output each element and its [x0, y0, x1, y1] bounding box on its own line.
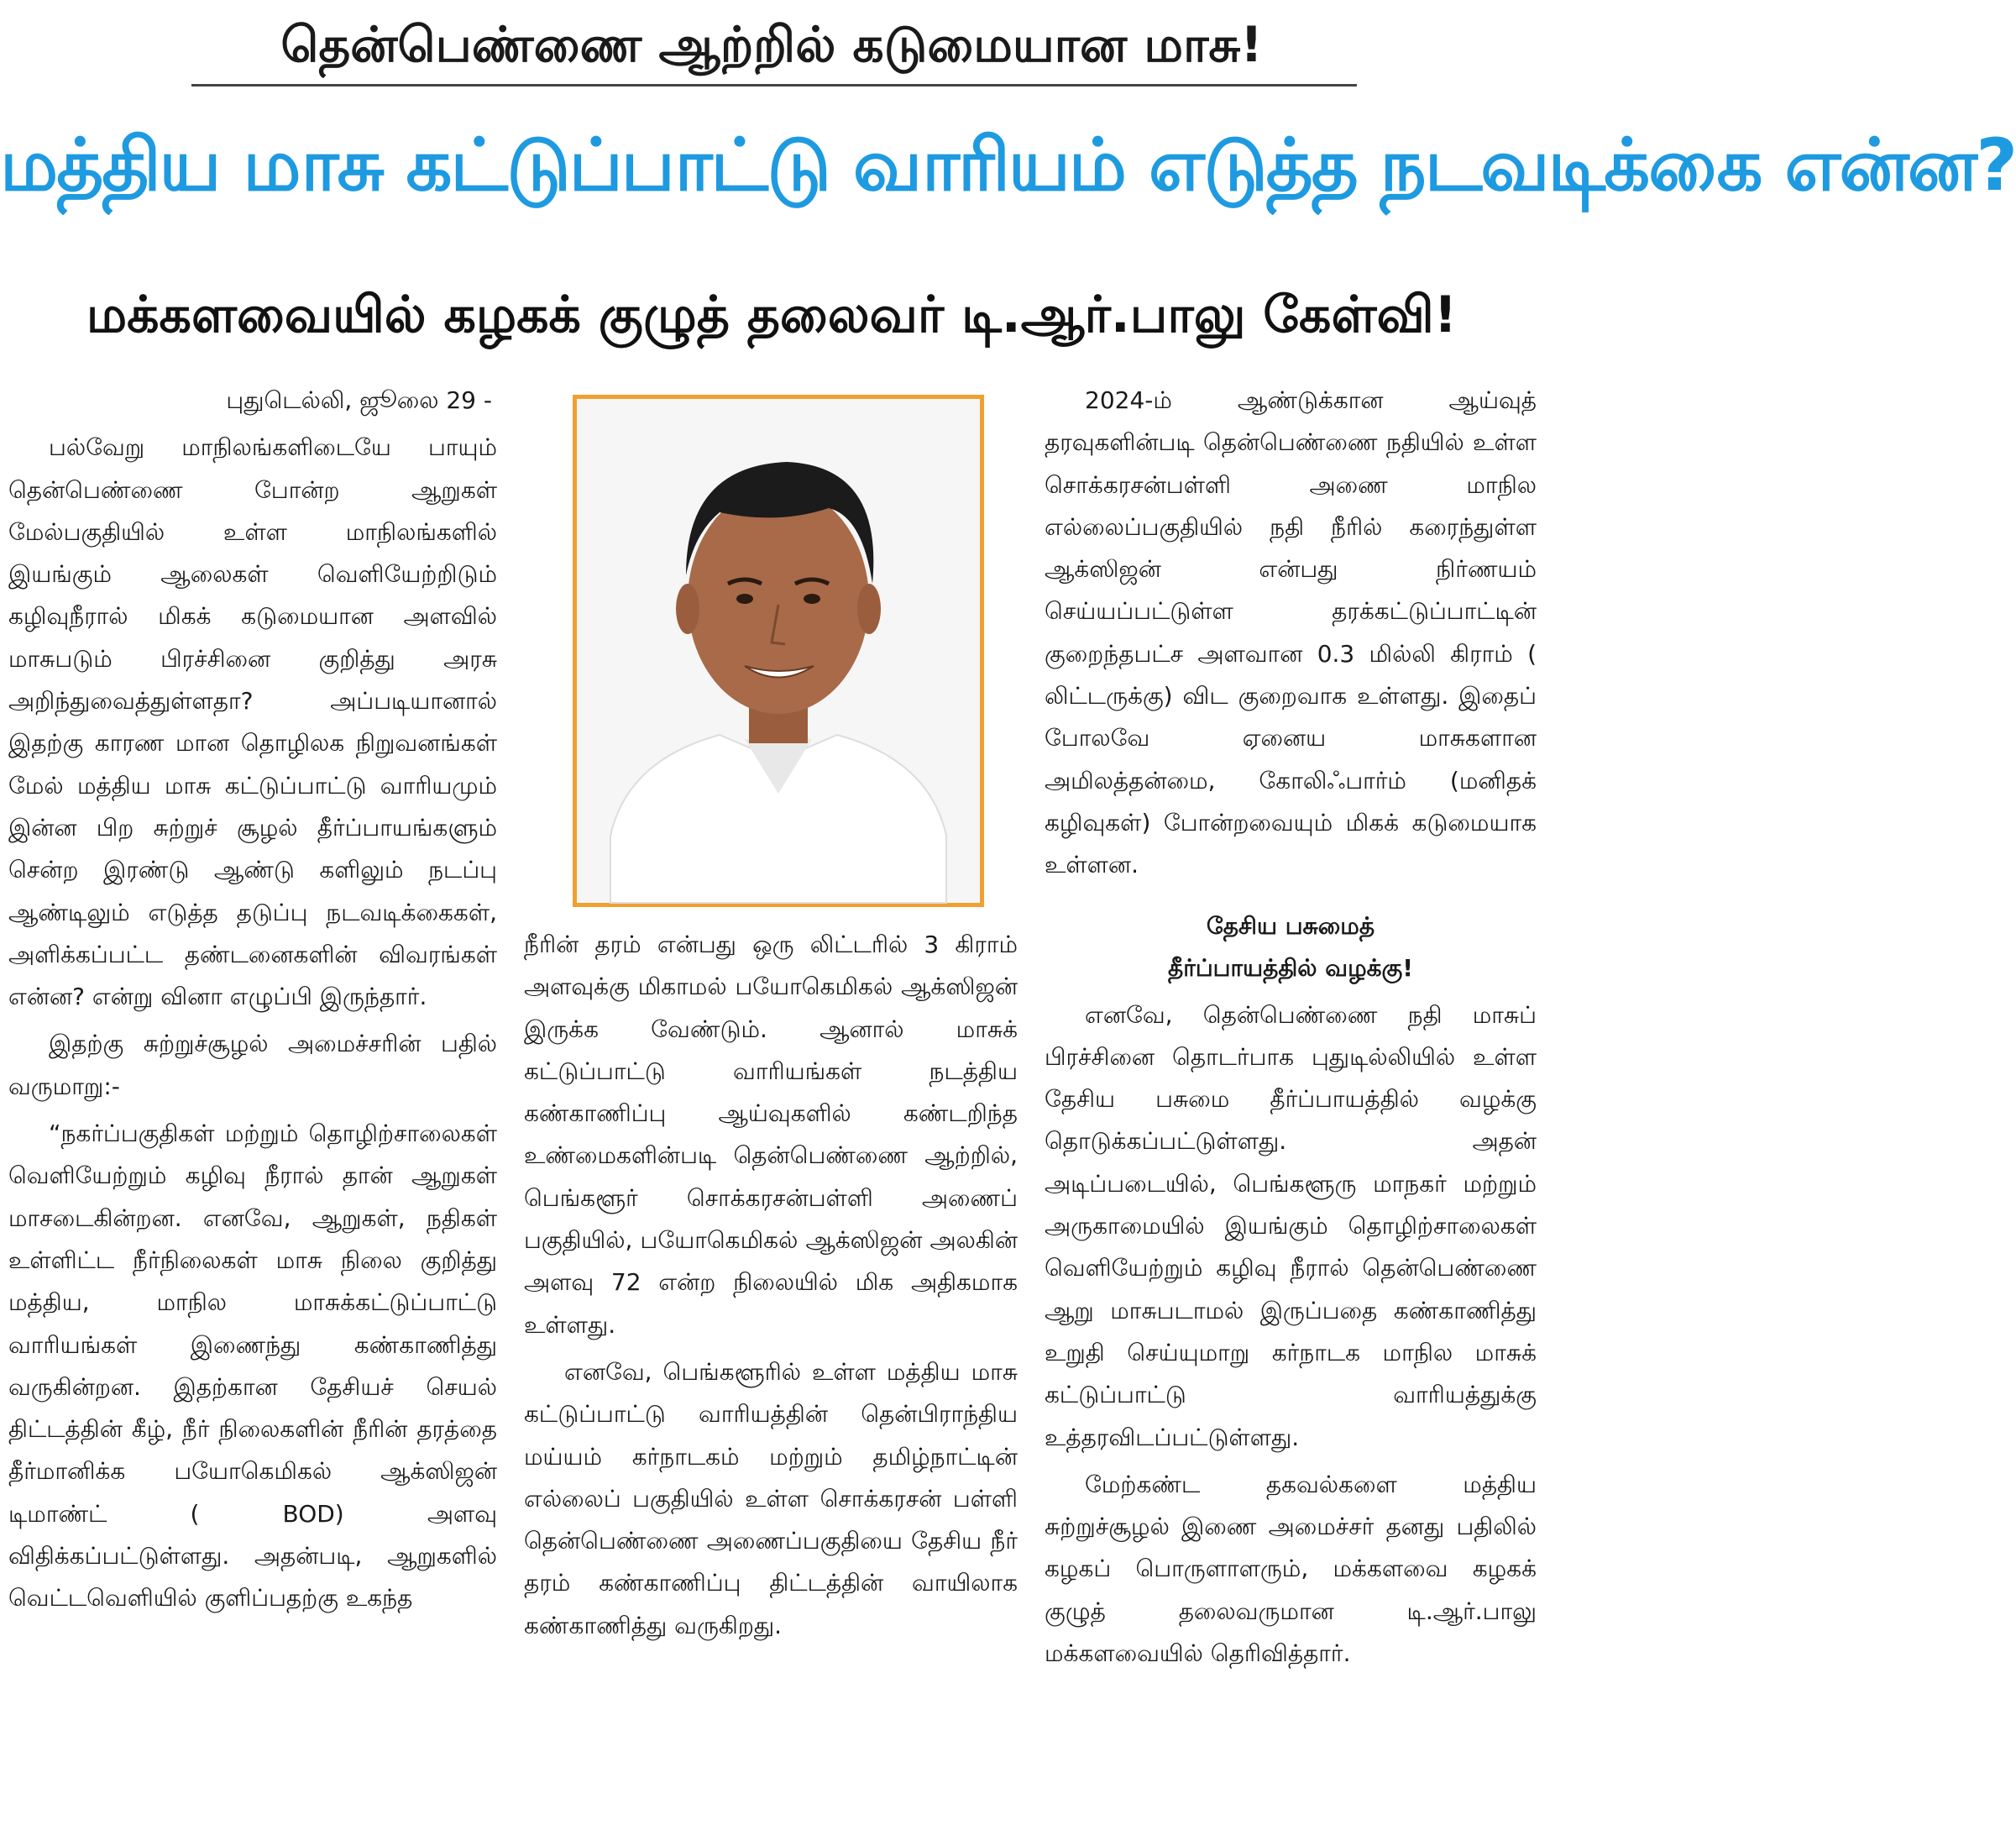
article-column-1 [8, 380, 497, 1625]
article-paragraph: மேற்கண்ட தகவல்களை மத்திய சுற்றுச்சூழல் இணை அமைச்சர் தனது பதிலில் கழகப் பொருளாளரும், மக்களவை கழகக் குழுத் தலைவருமான டி.ஆர்.பாலு மக்களவையில் தெரிவித்தார். [1045, 1470, 1537, 1668]
article-paragraph: 2024-ம் ஆண்டுக்கான ஆய்வுத் தரவுகளின்படி தென்பெண்ணை நதியில் உள்ள சொக்கரசன்பள்ளி அணை மாநில எல்லைப்பகுதியில் நதி நீரில் கரைந்துள்ள ஆக்ஸிஜன் என்பது நிர்ணயம் செய்யப்பட்டுள்ள தரக்கட்டுப்பாட்டின் குறைந்தபட்ச அளவான 0.3 மில்லி கிராம் ( லிட்டருக்கு) விட குறைவாக உள்ளது. இதைப் போலவே ஏனைய மாசுகளான அமிலத்தன்மை, கோலிஃபார்ம் (மனிதக் கழிவுகள்) போன்றவையும் மிகக் கடுமையாக உள்ளன. [1045, 386, 1537, 879]
article-paragraph: இதற்கு சுற்றுச்சூழல் அமைச்சரின் பதில் வருமாறு:- [8, 1030, 497, 1100]
article-paragraph: எனவே, பெங்களூரில் உள்ள மத்திய மாசு கட்டுப்பாட்டு வாரியத்தின் தென்பிராந்திய மய்யம் கர்நாடகம் மற்றும் தமிழ்நாட்டின் எல்லைப் பகுதியில் உள்ள சொக்கரசன் பள்ளி தென்பெண்ணை அணைப்பகுதியை தேசிய நீர் தரம் கண்காணிப்பு திட்டத்தின் வாயிலாக கண்காணித்து வருகிறது. [524, 1357, 1018, 1639]
article-paragraph: “நகர்ப்பகுதிகள் மற்றும் தொழிற்சாலைகள் வெளியேற்றும் கழிவு நீரால் தான் ஆறுகள் மாசடைகின்றன. எனவே, ஆறுகள், நதிகள் உள்ளிட்ட நீர்நிலைகள் மாசு நிலை குறித்து மத்திய, மாநில மாசுக்கட்டுப்பாட்டு வாரியங்கள் இணைந்து கண்காணித்து வருகின்றன. இதற்கான தேசியச் செயல் திட்டத்தின் கீழ், நீர் நிலைகளின் நீரின் தரத்தை தீர்மானிக்க பயோகெமிகல் ஆக்ஸிஜன் டிமாண்ட் ( BOD) அளவு விதிக்கப்பட்டுள்ளது. அதன்படி, ஆறுகளில் வெட்டவெளியில் குளிப்பதற்கு உகந்த [8, 1120, 497, 1613]
subsection-heading-line-2: தீர்ப்பாயத்தில் வழக்கு! [1167, 953, 1414, 982]
article-column-2 [524, 924, 1018, 1652]
portrait-photo-icon [577, 399, 980, 903]
article-paragraph: நீரின் தரம் என்பது ஒரு லிட்டரில் 3 கிராம் அளவுக்கு மிகாமல் பயோகெமிகல் ஆக்ஸிஜன் இருக்க வேண்டும். ஆனால் மாசுக் கட்டுப்பாட்டு வாரியங்கள் நடத்திய கண்காணிப்பு ஆய்வுகளில் கண்டறிந்த உண்மைகளின்படி தென்பெண்ணை ஆற்றில், பெங்களூர் சொக்கரசன்பள்ளி அணைப் பகுதியில், பயோகெமிகல் ஆக்ஸிஜன் அலகின் அளவு 72 என்ற நிலையில் மிக அதிகமாக உள்ளது. [524, 931, 1018, 1339]
article-paragraph: எனவே, தென்பெண்ணை நதி மாசுப் பிரச்சினை தொடர்பாக புதுடில்லியில் உள்ள தேசிய பசுமை தீர்ப்பாயத்தில் வழக்கு தொடுக்கப்பட்டுள்ளது. அதன் அடிப்படையில், பெங்களூரு மாநகர் மற்றும் அருகாமையில் இயங்கும் தொழிற்சாலைகள் வெளியேற்றும் கழிவு நீரால் தென்பெண்ணை ஆறு மாசுபடாமல் இருப்பதை கண்காணித்து உறுதி செய்யுமாறு கர்நாடக மாநில மாசுக் கட்டுப்பாட்டு வாரியத்துக்கு உத்தரவிடப்பட்டுள்ளது. [1045, 1000, 1537, 1451]
article-paragraph: பல்வேறு மாநிலங்களிடையே பாயும் தென்பெண்ணை போன்ற ஆறுகள் மேல்பகுதியில் உள்ள மாநிலங்களில் இயங்கும் ஆலைகள் வெளியேற்றிடும் கழிவுநீரால் மிகக் கடுமையான அளவில் மாசுபடும் பிரச்சினை குறித்து அரசு அறிந்துவைத்துள்ளதா? அப்படியானால் இதற்கு காரண மான தொழிலக நிறுவனங்கள் மேல் மத்திய மாசு கட்டுப்பாட்டு வாரியமும் இன்ன பிற சுற்றுச் சூழல் தீர்ப்பாயங்களும் சென்ற இரண்டு ஆண்டு களிலும் நடப்பு ஆண்டிலும் எடுத்த தடுப்பு நடவடிக்கைகள், அளிக்கப்பட்ட தண்டனைகளின் விவரங்கள் என்ன? என்று வினா எழுப்பி இருந்தார். [8, 433, 497, 1011]
main-headline: மத்திய மாசு கட்டுப்பாட்டு வாரியம் எடுத்த நடவடிக்கை என்ன? [0, 123, 2016, 207]
article-column-3 [1045, 380, 1537, 1680]
portrait-photo [573, 395, 984, 907]
dateline: புதுடெல்லி, ஜூலை 29 - [226, 386, 492, 414]
sub-headline: மக்களவையில் கழகக் குழுத் தலைவர் டி.ஆர்.பாலு கேள்வி! [86, 286, 1458, 344]
subsection-heading [1045, 905, 1537, 989]
subsection-heading-line-1: தேசிய பசுமைத் [1206, 911, 1375, 940]
kicker-rule [191, 84, 1357, 87]
kicker-headline: தென்பெண்ணை ஆற்றில் கடுமையான மாசு! [280, 16, 1263, 73]
